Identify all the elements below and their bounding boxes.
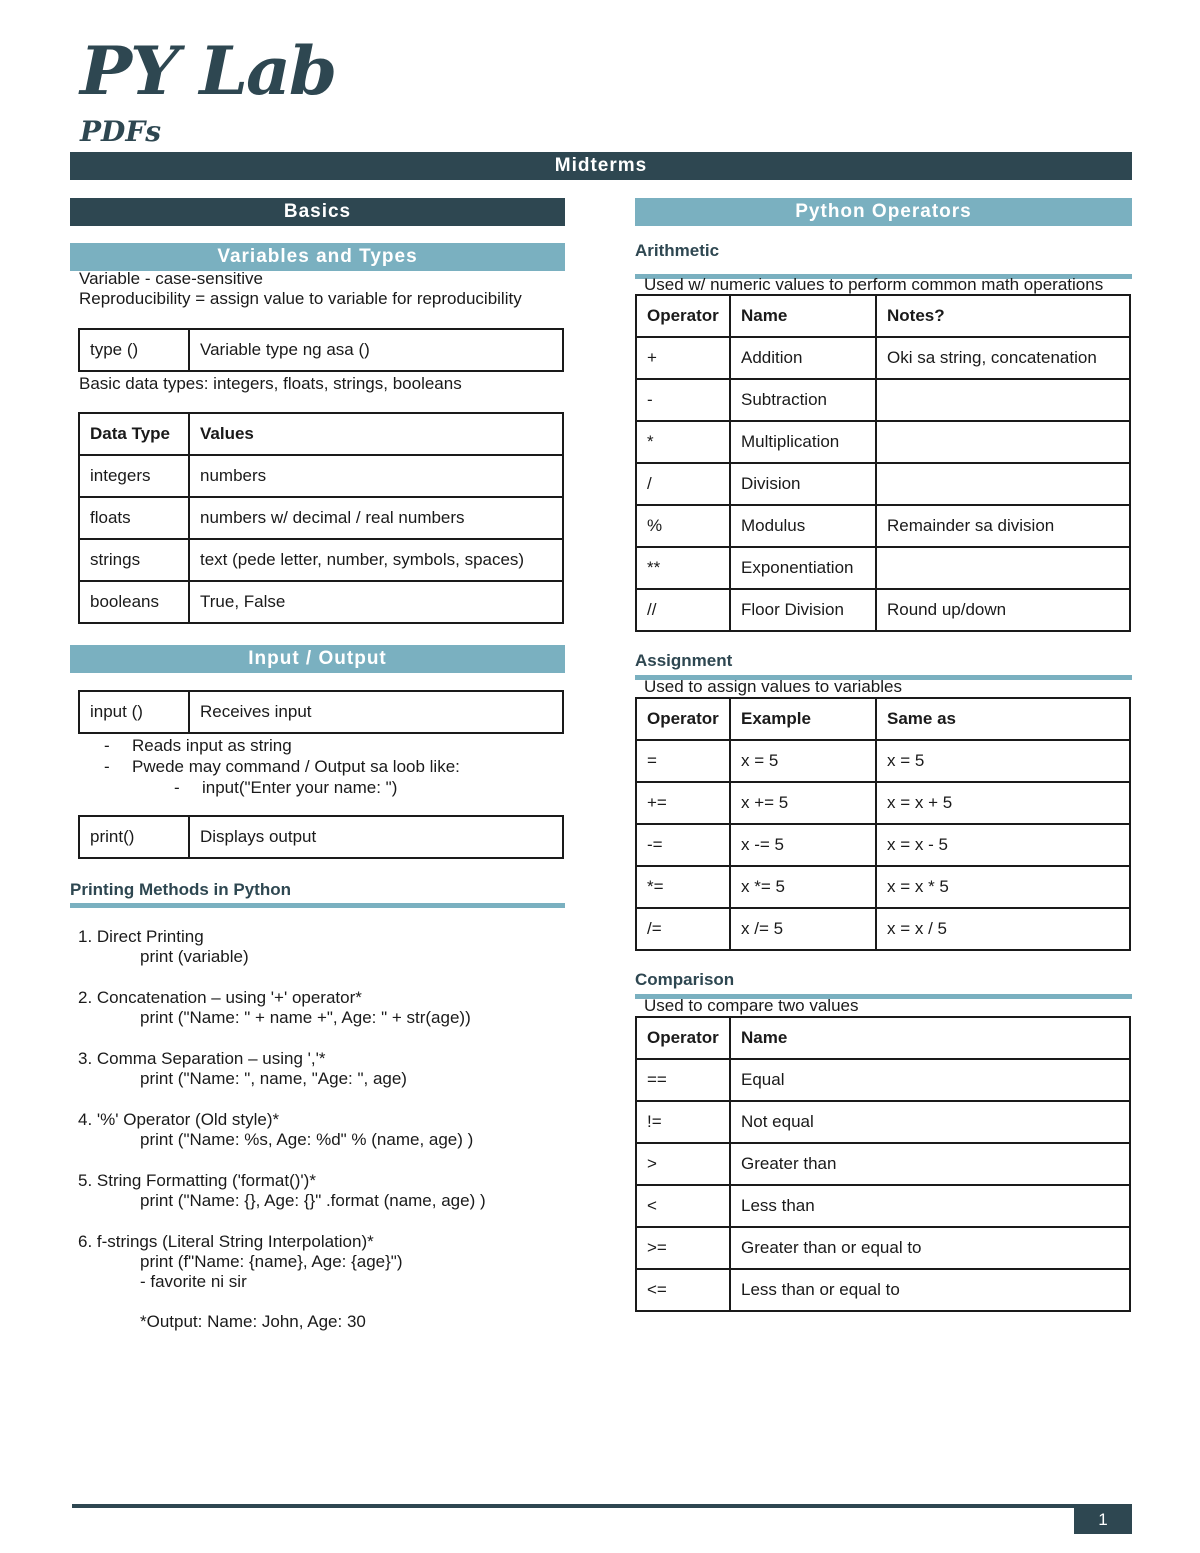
- table-row: [636, 1143, 1130, 1185]
- table-row: [636, 379, 1130, 421]
- header-cell: Same as: [876, 698, 1130, 740]
- basic-types-note: Basic data types: integers, floats, strings, booleans: [79, 374, 462, 393]
- value-cell: True, False: [189, 581, 563, 623]
- printing-rule: [70, 903, 565, 908]
- value-cell: text (pede letter, number, symbols, spaces): [189, 539, 563, 581]
- logo: PY Lab: [80, 32, 336, 110]
- print-table: [78, 815, 564, 859]
- table-row: [79, 455, 563, 497]
- comparison-heading: Comparison: [635, 970, 735, 989]
- comparison-desc: Used to compare two values: [644, 996, 859, 1015]
- operator-cell: +: [636, 337, 730, 379]
- type-desc: Variable type ng asa (): [189, 329, 563, 371]
- name-cell: Division: [730, 463, 876, 505]
- name-cell: Exponentiation: [730, 547, 876, 589]
- list-item: - Reads input as string: [104, 736, 292, 755]
- header-cell: Operator: [636, 295, 730, 337]
- method-item: 3. Comma Separation – using ','* print ("Name: ", name, "Age: ", age): [78, 1049, 407, 1088]
- header-cell: Notes?: [876, 295, 1130, 337]
- name-cell: Less than: [730, 1185, 1130, 1227]
- assignment-desc: Used to assign values to variables: [644, 677, 902, 696]
- output-note: *Output: Name: John, Age: 30: [140, 1312, 366, 1331]
- notes-cell: Remainder sa division: [876, 505, 1130, 547]
- operator-cell: +=: [636, 782, 730, 824]
- arithmetic-desc: Used w/ numeric values to perform common math operations: [644, 275, 1104, 294]
- table-row: [636, 547, 1130, 589]
- name-cell: Greater than: [730, 1143, 1130, 1185]
- name-cell: Floor Division: [730, 589, 876, 631]
- operator-cell: //: [636, 589, 730, 631]
- notes-cell: [876, 379, 1130, 421]
- table-row: [636, 1101, 1130, 1143]
- data-types-table: [78, 412, 564, 624]
- operator-cell: *: [636, 421, 730, 463]
- list-item: - Pwede may command / Output sa loob like:: [104, 757, 460, 776]
- example-cell: x *= 5: [730, 866, 876, 908]
- print-func: print(): [79, 816, 189, 858]
- header-cell: Values: [189, 413, 563, 455]
- header-cell: Name: [730, 295, 876, 337]
- operator-cell: **: [636, 547, 730, 589]
- same-as-cell: x = x * 5: [876, 866, 1130, 908]
- name-cell: Greater than or equal to: [730, 1227, 1130, 1269]
- notes-cell: [876, 547, 1130, 589]
- example-cell: x = 5: [730, 740, 876, 782]
- operator-cell: -=: [636, 824, 730, 866]
- same-as-cell: x = x / 5: [876, 908, 1130, 950]
- operator-cell: <: [636, 1185, 730, 1227]
- same-as-cell: x = x + 5: [876, 782, 1130, 824]
- table-row: [636, 337, 1130, 379]
- midterms-banner: Midterms: [70, 152, 1132, 180]
- logo-subtitle: PDFs: [80, 115, 161, 148]
- table-row: [636, 824, 1130, 866]
- name-cell: Equal: [730, 1059, 1130, 1101]
- header-cell: Data Type: [79, 413, 189, 455]
- printing-methods: [70, 927, 565, 1332]
- method-item: 4. '%' Operator (Old style)* print ("Name: %s, Age: %d" % (name, age) ): [78, 1110, 474, 1149]
- io-bullets: [70, 735, 565, 798]
- comparison-table: [635, 1016, 1131, 1312]
- table-row: [636, 1227, 1130, 1269]
- type-table: [78, 328, 564, 372]
- header-cell: Name: [730, 1017, 1130, 1059]
- example-cell: x /= 5: [730, 908, 876, 950]
- method-item: 6. f-strings (Literal String Interpolation)* print (f"Name: {name}, Age: {age}") - favorite ni sir: [78, 1232, 403, 1291]
- operators-column: [635, 198, 1132, 1312]
- type-cell: booleans: [79, 581, 189, 623]
- method-item: 5. String Formatting ('format()')* print ("Name: {}, Age: {}" .format (name, age) ): [78, 1171, 486, 1210]
- basics-title: Basics: [70, 198, 565, 226]
- example-cell: x += 5: [730, 782, 876, 824]
- arithmetic-table: [635, 294, 1131, 632]
- operator-cell: %: [636, 505, 730, 547]
- table-row: [636, 589, 1130, 631]
- operator-cell: >=: [636, 1227, 730, 1269]
- example-cell: x -= 5: [730, 824, 876, 866]
- type-func: type (): [79, 329, 189, 371]
- assignment-heading: Assignment: [635, 651, 733, 670]
- name-cell: Subtraction: [730, 379, 876, 421]
- notes-cell: Oki sa string, concatenation: [876, 337, 1130, 379]
- table-row: [636, 1269, 1130, 1311]
- variables-line: Reproducibility = assign value to variable for reproducibility: [79, 289, 522, 308]
- header-cell: Operator: [636, 698, 730, 740]
- variables-line: Variable - case-sensitive: [79, 269, 263, 288]
- operator-cell: >: [636, 1143, 730, 1185]
- value-cell: numbers: [189, 455, 563, 497]
- basics-column: [70, 198, 565, 1353]
- arithmetic-heading: Arithmetic: [635, 241, 720, 260]
- notes-cell: [876, 463, 1130, 505]
- operator-cell: !=: [636, 1101, 730, 1143]
- footer-rule: [72, 1504, 1132, 1508]
- operator-cell: =: [636, 740, 730, 782]
- type-cell: integers: [79, 455, 189, 497]
- table-row: [636, 908, 1130, 950]
- table-row: [636, 463, 1130, 505]
- table-row: [636, 505, 1130, 547]
- table-row: [636, 1059, 1130, 1101]
- notes-cell: [876, 421, 1130, 463]
- page-number: 1: [1074, 1506, 1132, 1534]
- same-as-cell: x = 5: [876, 740, 1130, 782]
- header-cell: Example: [730, 698, 876, 740]
- printing-heading: Printing Methods in Python: [70, 880, 291, 899]
- type-cell: strings: [79, 539, 189, 581]
- value-cell: numbers w/ decimal / real numbers: [189, 497, 563, 539]
- operator-cell: /: [636, 463, 730, 505]
- notes-cell: Round up/down: [876, 589, 1130, 631]
- table-row: [636, 1185, 1130, 1227]
- io-heading: Input / Output: [70, 645, 565, 673]
- method-item: 2. Concatenation – using '+' operator* print ("Name: " + name +", Age: " + str(age)): [78, 988, 471, 1027]
- operators-title: Python Operators: [635, 198, 1132, 226]
- operator-cell: *=: [636, 866, 730, 908]
- table-row: [79, 539, 563, 581]
- operator-cell: ==: [636, 1059, 730, 1101]
- same-as-cell: x = x - 5: [876, 824, 1130, 866]
- operator-cell: -: [636, 379, 730, 421]
- table-row: [79, 497, 563, 539]
- type-cell: floats: [79, 497, 189, 539]
- input-table: [78, 690, 564, 734]
- table-row: [636, 421, 1130, 463]
- header-cell: Operator: [636, 1017, 730, 1059]
- name-cell: Modulus: [730, 505, 876, 547]
- input-desc: Receives input: [189, 691, 563, 733]
- table-row: [79, 581, 563, 623]
- name-cell: Multiplication: [730, 421, 876, 463]
- operator-cell: /=: [636, 908, 730, 950]
- method-item: 1. Direct Printing print (variable): [78, 927, 249, 966]
- operator-cell: <=: [636, 1269, 730, 1311]
- name-cell: Addition: [730, 337, 876, 379]
- table-row: [636, 866, 1130, 908]
- variables-heading: Variables and Types: [70, 243, 565, 271]
- table-row: [636, 782, 1130, 824]
- assignment-table: [635, 697, 1131, 951]
- name-cell: Not equal: [730, 1101, 1130, 1143]
- table-row: [636, 740, 1130, 782]
- print-desc: Displays output: [189, 816, 563, 858]
- name-cell: Less than or equal to: [730, 1269, 1130, 1311]
- input-func: input (): [79, 691, 189, 733]
- list-item: - input("Enter your name: "): [174, 778, 398, 797]
